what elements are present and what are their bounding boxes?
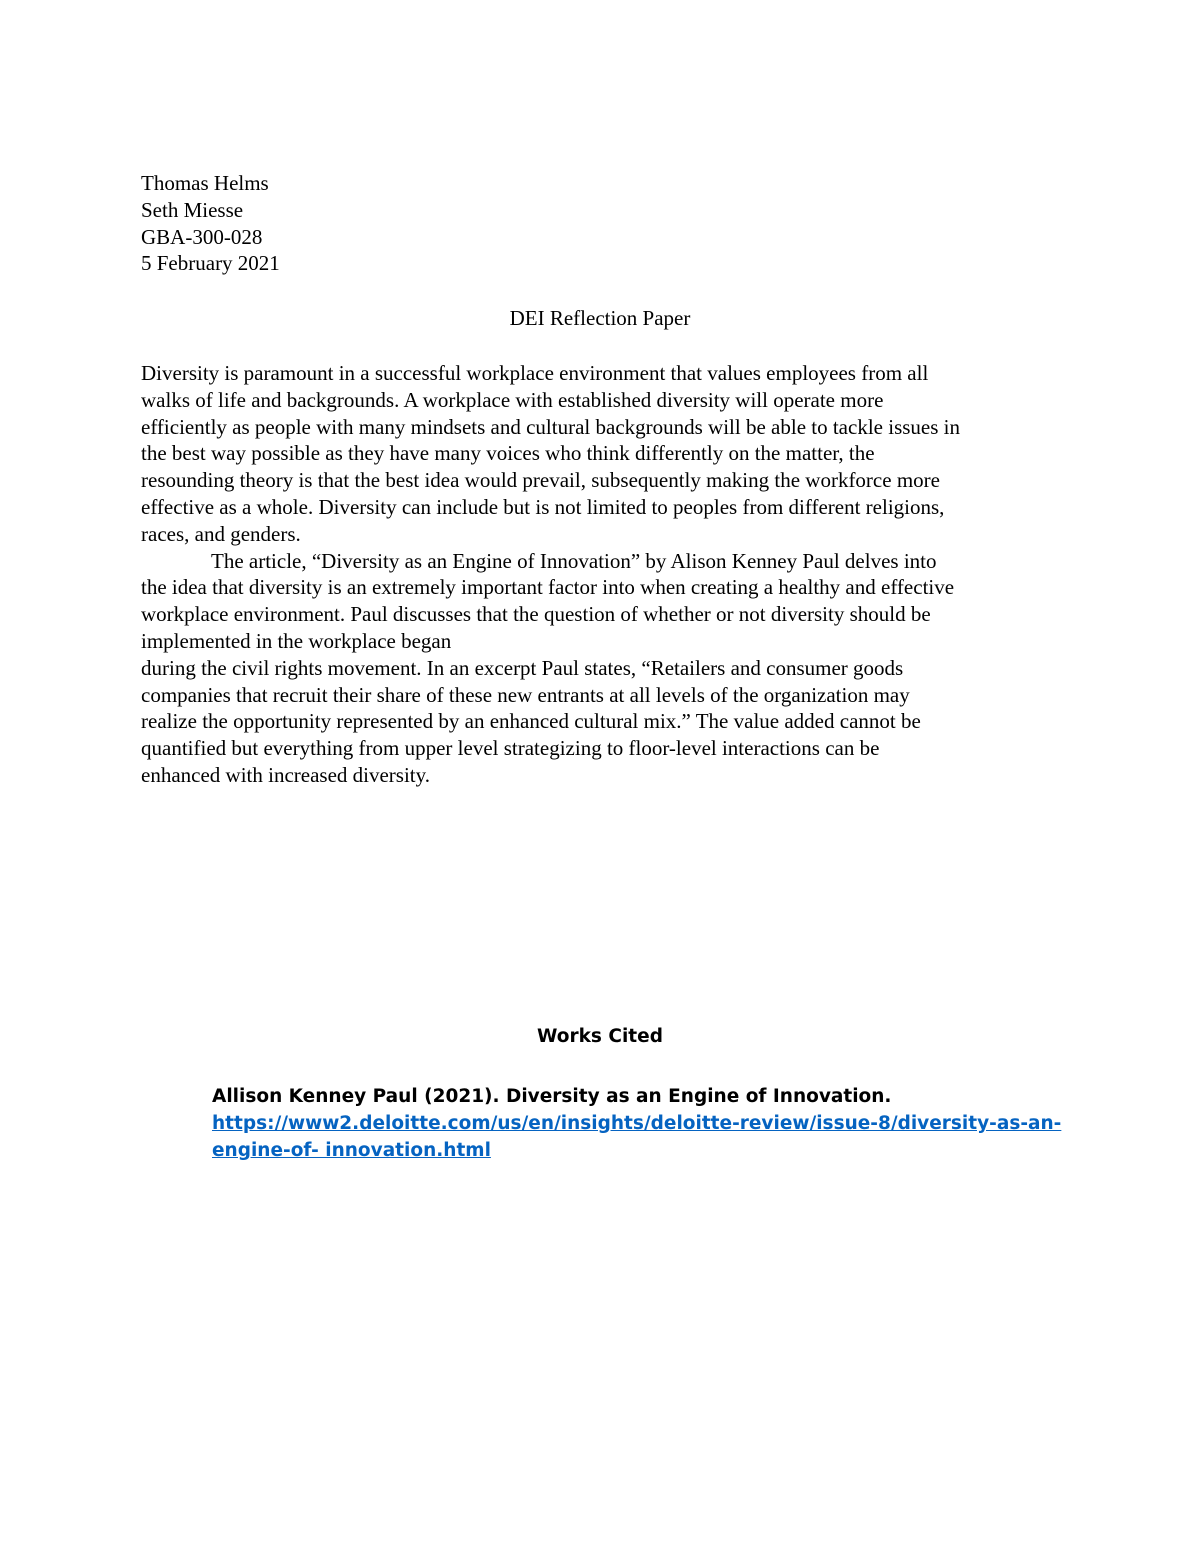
works-cited-heading: Works Cited (537, 1026, 663, 1047)
body-line: The article, “Diversity as an Engine of Innovation” by Alison Kenney Paul delves into (211, 548, 937, 573)
instructor-name: Seth Miesse (141, 197, 244, 222)
body-line: workplace environment. Paul discusses that the question of whether or not diversity should be (141, 602, 931, 627)
body-line: enhanced with increased diversity. (141, 762, 431, 787)
body-line: races, and genders. (141, 521, 301, 546)
course-code: GBA-300-028 (141, 224, 263, 249)
body-line: realize the opportunity represented by an enhanced cultural mix.” The value added cannot be (141, 709, 921, 734)
body-line: Diversity is paramount in a successful workplace environment that values employees from all (141, 361, 929, 385)
citation-entry (212, 1083, 1061, 1164)
body-text (141, 360, 960, 789)
date: 5 February 2021 (141, 251, 280, 276)
citation-text: Allison Kenney Paul (2021). Diversity as an Engine of Innovation. (212, 1086, 892, 1107)
body-line: the idea that diversity is an extremely important factor into when creating a healthy and effective (141, 575, 955, 600)
citation-link-continued[interactable]: engine-of- innovation.html (212, 1140, 491, 1161)
paper-title: DEI Reflection Paper (509, 306, 691, 330)
body-line: quantified but everything from upper level strategizing to floor-level interactions can be (141, 736, 880, 761)
body-line: companies that recruit their share of these new entrants at all levels of the organization may (141, 682, 910, 707)
header-block (141, 170, 280, 277)
body-line: implemented in the workplace began (141, 628, 452, 653)
body-line: the best way possible as they have many voices who think differently on the matter, the (141, 441, 875, 466)
body-line: efficiently as people with many mindsets and cultural backgrounds will be able to tackle issues in (141, 414, 960, 439)
author-name: Thomas Helms (141, 171, 269, 195)
body-line: effective as a whole. Diversity can include but is not limited to peoples from different religions, (141, 494, 945, 519)
body-line: during the civil rights movement. In an excerpt Paul states, “Retailers and consumer goods (141, 655, 904, 680)
body-line: resounding theory is that the best idea would prevail, subsequently making the workforce more (141, 468, 940, 493)
citation-link[interactable]: https://www2.deloitte.com/us/en/insights/deloitte-review/issue-8/diversity-as-an- (212, 1113, 1062, 1134)
body-line: walks of life and backgrounds. A workplace with established diversity will operate more (141, 387, 884, 412)
